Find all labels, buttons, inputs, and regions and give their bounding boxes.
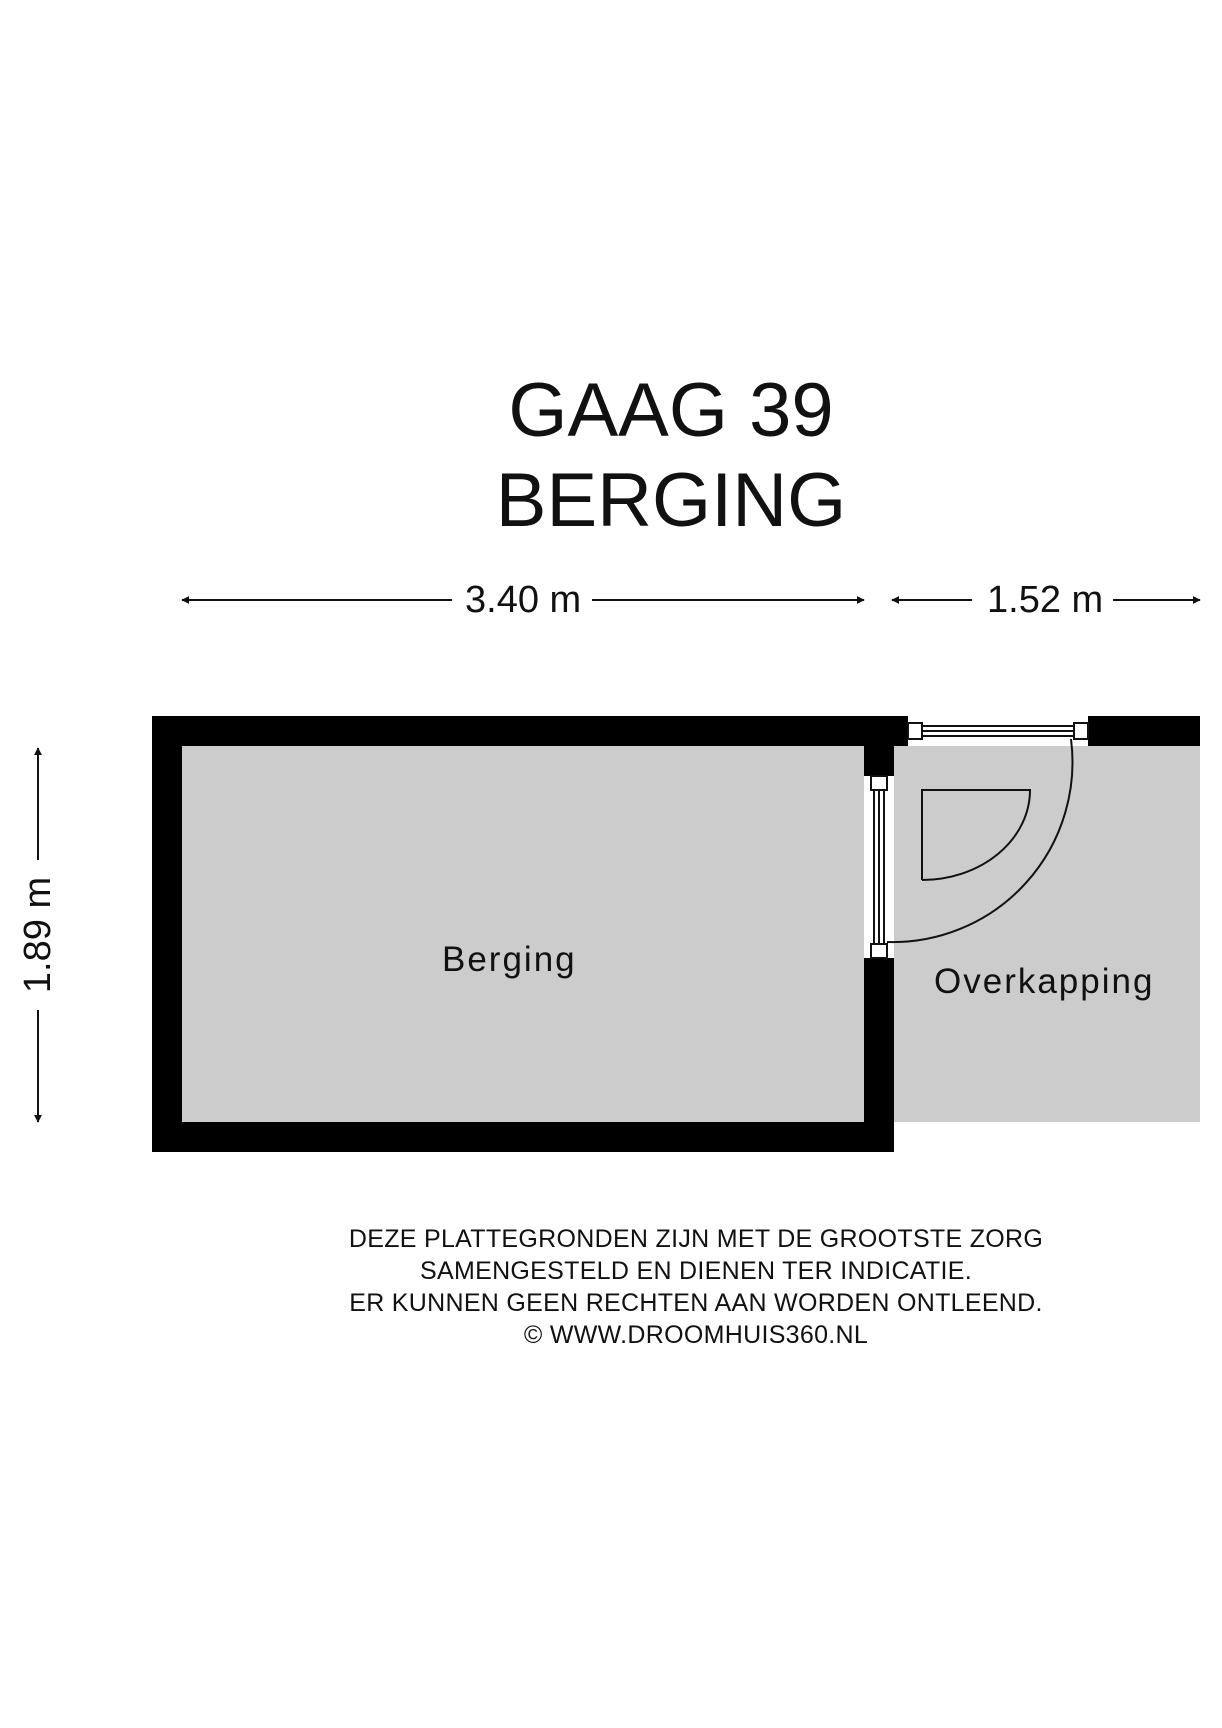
title-address: GAAG 39 bbox=[508, 368, 834, 453]
wall-top bbox=[152, 716, 908, 746]
title-floor: BERGING bbox=[495, 458, 847, 543]
door-frame-top bbox=[908, 723, 1088, 739]
overkapping-floor bbox=[894, 746, 1200, 1122]
door-frame-side bbox=[871, 776, 887, 958]
disclaimer-line-2: SAMENGESTELD EN DIENEN TER INDICATIE. bbox=[420, 1257, 972, 1285]
wall-left bbox=[152, 716, 182, 1152]
dim-label-main: 3.40 m bbox=[455, 578, 591, 622]
disclaimer-line-1: DEZE PLATTEGRONDEN ZIJN MET DE GROOTSTE ZORG bbox=[348, 1225, 1044, 1253]
wall-bottom bbox=[152, 1122, 894, 1152]
disclaimer-line-3: ER KUNNEN GEEN RECHTEN AAN WORDEN ONTLEEND. bbox=[349, 1289, 1043, 1317]
disclaimer-copyright: © WWW.DROOMHUIS360.NL bbox=[523, 1321, 869, 1349]
berging-floor bbox=[182, 746, 864, 1122]
wall-right-lower bbox=[864, 958, 894, 1152]
room-label-berging: Berging bbox=[442, 940, 577, 979]
room-label-overkapping: Overkapping bbox=[934, 962, 1155, 1001]
wall-overkapping-top bbox=[1088, 716, 1200, 746]
dim-label-side: 1.52 m bbox=[977, 578, 1113, 622]
wall-right-upper bbox=[864, 746, 894, 776]
dim-label-depth: 1.89 m bbox=[17, 876, 59, 994]
disclaimer bbox=[0, 1223, 1222, 1351]
